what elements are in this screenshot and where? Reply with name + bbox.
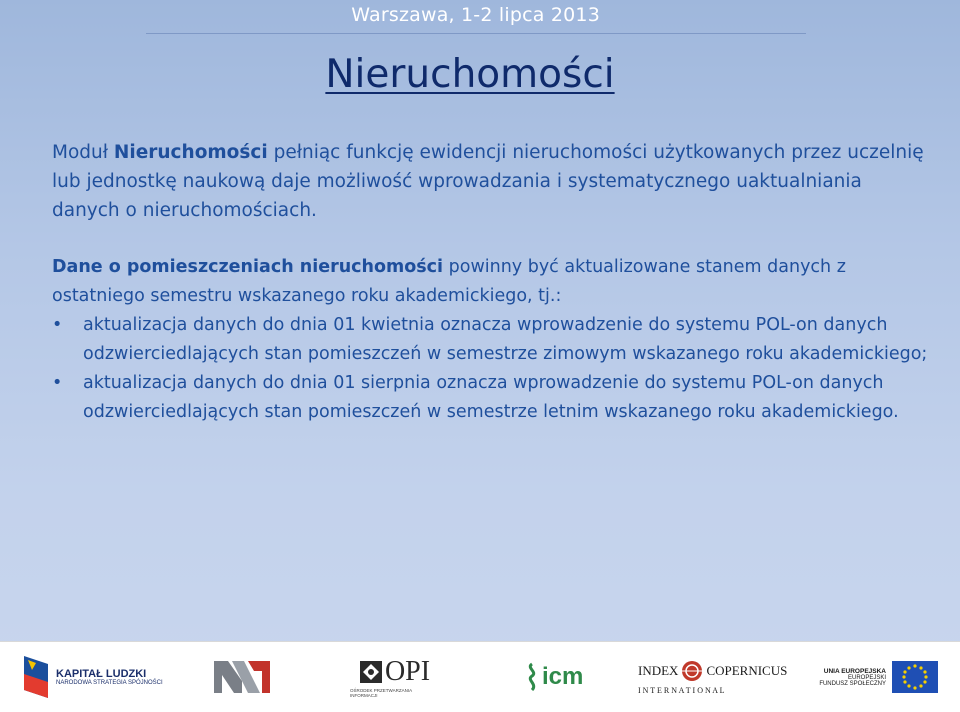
- ue-line1: UNIA EUROPEJSKA: [823, 667, 886, 675]
- update-bold: Dane o pomieszczeniach nieruchomości: [52, 257, 444, 277]
- intro-bold: Nieruchomości: [113, 142, 268, 163]
- update-rest: powinny być aktualizowane stanem danych z ostatniego semestru wskazanego roku akademickiego, tj.:: [52, 257, 846, 306]
- copernicus-globe-icon: [681, 660, 703, 682]
- intro-prefix: Moduł: [52, 142, 114, 163]
- bullet-icon: •: [52, 315, 63, 335]
- ue-line3: FUNDUSZ SPOŁECZNY: [819, 680, 886, 687]
- header-rule: [146, 33, 806, 34]
- page-title: Nieruchomości: [325, 52, 615, 97]
- intro-paragraph: [52, 138, 932, 225]
- list-item: [52, 311, 932, 369]
- footer-logos: [0, 641, 960, 712]
- bullet-icon: •: [52, 373, 63, 393]
- eu-flag-icon: [892, 661, 938, 693]
- international-text: I N T E R N A T I O N A L: [638, 685, 725, 695]
- kl-title: KAPITAŁ LUDZKI: [56, 668, 147, 680]
- update-paragraph: [52, 253, 932, 311]
- opi-logo: [350, 642, 440, 712]
- copernicus-text: COPERNICUS: [706, 662, 788, 678]
- index-copernicus-logo: [638, 642, 788, 712]
- opi-icon: [360, 661, 382, 683]
- icm-icon: [524, 662, 540, 692]
- icm-text: icm: [542, 663, 584, 690]
- intro-suffix: pełniąc funkcję ewidencji nieruchomości użytkowanych przez uczelnię lub jednostkę naukową daje możliwość wprowadzania i systematycznego uaktualniania danych o nieruchomościach.: [52, 142, 924, 221]
- kapital-ludzki-icon: [22, 654, 50, 700]
- index-text: INDEX: [638, 662, 679, 678]
- header: [0, 0, 960, 36]
- list-item-text: aktualizacja danych do dnia 01 sierpnia oznacza wprowadzenie do systemu POL-on danych odzwierciedlających stan pomieszczeń w semestrze letnim wskazanego roku akademickiego.: [83, 373, 899, 422]
- list-item-text: aktualizacja danych do dnia 01 kwietnia oznacza wprowadzenie do systemu POL-on danych odzwierciedlających stan pomieszczeń w semestrze zimowym wskazanego roku akademickiego;: [83, 315, 928, 364]
- kapital-ludzki-logo: [22, 642, 172, 712]
- list-item: [52, 369, 932, 427]
- opi-subtitle: OŚRODEK PRZETWARZANIA INFORMACJI: [350, 688, 412, 698]
- opi-text: OPI: [384, 656, 431, 687]
- mnisw-icon: [214, 661, 270, 693]
- ue-efs-logo: [818, 642, 948, 712]
- icm-logo: [524, 642, 584, 712]
- mnisw-logo: [214, 642, 272, 712]
- header-location-date: Warszawa, 1-2 lipca 2013: [351, 4, 600, 26]
- bullet-list: [52, 311, 932, 427]
- ue-line2: EUROPEJSKI: [847, 674, 886, 681]
- kl-subtitle: NARODOWA STRATEGIA SPÓJNOŚCI: [56, 680, 163, 686]
